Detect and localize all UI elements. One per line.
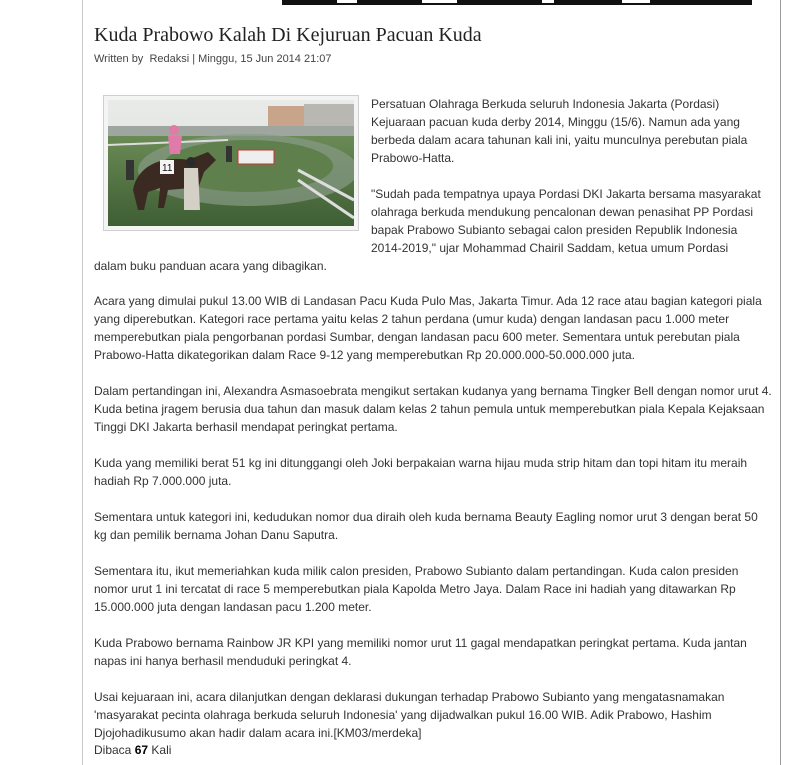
content-right-border: [780, 0, 781, 765]
byline-date: Minggu, 15 Jun 2014 21:07: [198, 53, 332, 65]
quote-paragraph: "Sudah pada tempatnya upaya Pordasi DKI Jakarta bersama masyarakat olahraga berkuda mendukung pencalonan dewan penasihat PP Pordasi bapak Prabowo Subianto sebagai calon presiden Republik Indonesia 2014-2019," ujar Mohammad Chairil Saddam, ketua umum Pordasi: [371, 187, 761, 255]
article-paragraph: Persatuan Olahraga Berkuda seluruh Indonesia Jakarta (Pordasi) Kejuaraan pacuan kuda derby 2014, Minggu (15/6). Namun ada yang berbeda dalam acara tahunan kali ini, yaitu munculnya perebutan piala Prabowo-Hatta.: [371, 97, 748, 165]
article-byline: Written by Redaksi | Minggu, 15 Jun 2014 21:07: [94, 53, 332, 65]
article-paragraph: Kuda Prabowo bernama Rainbow JR KPI yang memiliki nomor urut 11 gagal mendapatkan peringkat pertama. Kuda jantan napas ini hanya berhasil menduduki peringkat 4.: [94, 636, 747, 668]
read-count-value: 67: [134, 743, 149, 757]
article-paragraph: Usai kejuaraan ini, acara dilanjutkan dengan deklarasi dukungan terhadap Prabowo Subianto yang mengatasnamakan 'masyarakat pecinta olahraga berkuda seluruh Indonesia' yang dijadwalkan pukul 16.00 WIB. Adik Prabowo, Hashim Djojohadikusumo akan hadir dalam acara ini.[KM03/merdeka]: [94, 690, 725, 740]
article-paragraph: Sementara itu, ikut memeriahkan kuda milik calon presiden, Prabowo Subianto dalam pertandingan. Kuda calon presiden nomor urut 1 ini tercatat di race 5 memperebutkan piala Kapolda Metro Jaya. Dalam Race ini hadiah yang ditawarkan Rp 15.000.000 juta dengan landasan pacu 1.200 meter.: [94, 564, 739, 614]
quote-paragraph-tail: dalam buku panduan acara yang dibagikan.: [94, 259, 327, 273]
byline-prefix: Written by: [94, 53, 144, 65]
article-paragraph: Acara yang dimulai pukul 13.00 WIB di Landasan Pacu Kuda Pulo Mas, Jakarta Timur. Ada 12 race atau bagian kategori piala yang diperebutkan. Kategori race pertama yaitu kelas 2 tahun perdana (umur kuda) dengan landasan pacu 1.000 meter memperebutkan piala pengorbanan pordasi Sumbar, dengan landasan pacu 600 meter. Sementara untuk perebutan piala Prabowo-Hatta dikategorikan dalam Race 9-12 yang memperebutkan Rp 20.000.000-50.000.000 juta.: [94, 294, 762, 362]
read-count-suffix: Kali: [151, 743, 172, 757]
read-count: [94, 743, 171, 757]
article-paragraph: Sementara untuk kategori ini, kedudukan nomor dua diraih oleh kuda bernama Beauty Eagling nomor urut 3 dengan berat 50 kg dan pemilik bernama Johan Danu Saputra.: [94, 510, 758, 542]
byline-author: Redaksi: [149, 53, 190, 65]
article-paragraph: Kuda yang memiliki berat 51 kg ini ditunggangi oleh Joki berpakaian warna hijau muda strip hitam dan topi hitam itu meraih hadiah Rp 7.000.000 juta.: [94, 456, 748, 488]
top-banner-image: [282, 0, 752, 5]
article-photo: [103, 95, 359, 231]
read-count-label: Dibaca: [94, 743, 132, 757]
article-paragraph: Dalam pertandingan ini, Alexandra Asmasoebrata mengikut sertakan kudanya yang bernama Tingker Bell dengan nomor urut 4. Kuda betina jragem berusia dua tahun dan masuk dalam kelas 2 tahun pemula untuk memperebutkan piala Kepala Kejaksaan Tinggi DKI Jakarta berhasil mendapat peringkat pertama.: [94, 384, 772, 434]
saddle-number: 11: [162, 163, 173, 174]
article-title: Kuda Prabowo Kalah Di Kejuruan Pacuan Kuda: [94, 24, 482, 46]
content-left-border: [82, 0, 83, 765]
